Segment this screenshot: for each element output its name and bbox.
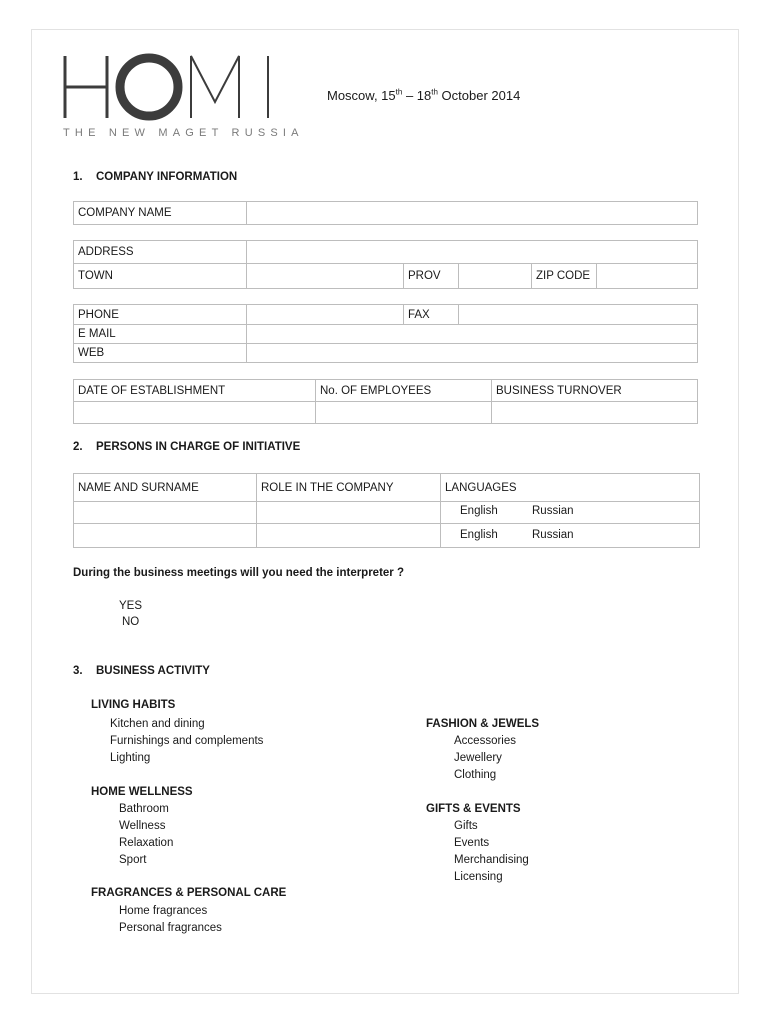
- label-web: WEB: [73, 343, 247, 363]
- logo-tagline: THE NEW MAGET RUSSIA: [63, 127, 304, 139]
- homi-logo: [63, 52, 273, 122]
- fashion-item[interactable]: Clothing: [454, 769, 497, 781]
- living-habits-item[interactable]: Furnishings and complements: [110, 735, 264, 747]
- label-email: E MAIL: [73, 324, 247, 344]
- label-company-name: COMPANY NAME: [73, 201, 247, 225]
- fashion-item[interactable]: Accessories: [454, 735, 516, 747]
- gifts-item[interactable]: Licensing: [454, 871, 503, 883]
- zip-code-field[interactable]: [596, 263, 698, 289]
- home-wellness-title: HOME WELLNESS: [91, 786, 193, 798]
- label-zip-code: ZIP CODE: [531, 263, 597, 289]
- web-field[interactable]: [246, 343, 698, 363]
- person-1-russian-option[interactable]: Russian: [532, 505, 574, 517]
- fragrances-title: FRAGRANCES & PERSONAL CARE: [91, 887, 287, 899]
- prov-field[interactable]: [458, 263, 532, 289]
- interpreter-yes-option[interactable]: YES: [119, 600, 143, 612]
- gifts-item[interactable]: Merchandising: [454, 854, 529, 866]
- label-address: ADDRESS: [73, 240, 247, 264]
- fashion-jewels-title: FASHION & JEWELS: [426, 718, 540, 730]
- phone-field[interactable]: [246, 304, 404, 325]
- header-role: ROLE IN THE COMPANY: [256, 473, 441, 502]
- person-1-name-field[interactable]: [73, 501, 257, 524]
- home-wellness-item[interactable]: Relaxation: [119, 837, 174, 849]
- home-wellness-item[interactable]: Bathroom: [119, 803, 169, 815]
- home-wellness-item[interactable]: Wellness: [119, 820, 166, 832]
- fax-field[interactable]: [458, 304, 698, 325]
- company-name-field[interactable]: [246, 201, 698, 225]
- living-habits-item[interactable]: Lighting: [110, 752, 151, 764]
- fragrances-item[interactable]: Personal fragrances: [119, 922, 222, 934]
- label-employees: No. OF EMPLOYEES: [315, 379, 492, 402]
- interpreter-no-option[interactable]: NO: [122, 616, 140, 628]
- label-business-turnover: BUSINESS TURNOVER: [491, 379, 698, 402]
- fashion-item[interactable]: Jewellery: [454, 752, 502, 764]
- living-habits-title: LIVING HABITS: [91, 699, 176, 711]
- label-date-establishment: DATE OF ESTABLISHMENT: [73, 379, 316, 402]
- person-1-english-option[interactable]: English: [460, 505, 498, 517]
- event-date: Moscow, 15th – 18th October 2014: [327, 87, 521, 103]
- label-fax: FAX: [403, 304, 459, 325]
- living-habits-item[interactable]: Kitchen and dining: [110, 718, 205, 730]
- gifts-item[interactable]: Gifts: [454, 820, 478, 832]
- section-business-title: 3. BUSINESS ACTIVITY: [73, 665, 210, 677]
- employees-field[interactable]: [315, 401, 492, 424]
- person-2-name-field[interactable]: [73, 523, 257, 548]
- person-2-english-option[interactable]: English: [460, 529, 498, 541]
- gifts-events-title: GIFTS & EVENTS: [426, 803, 521, 815]
- fragrances-item[interactable]: Home fragrances: [119, 905, 208, 917]
- section-persons-title: 2. PERSONS IN CHARGE OF INITIATIVE: [73, 441, 301, 453]
- town-field[interactable]: [246, 263, 404, 289]
- person-2-role-field[interactable]: [256, 523, 441, 548]
- label-prov: PROV: [403, 263, 459, 289]
- header-languages: LANGUAGES: [440, 473, 700, 502]
- date-establishment-field[interactable]: [73, 401, 316, 424]
- person-2-russian-option[interactable]: Russian: [532, 529, 574, 541]
- address-field[interactable]: [246, 240, 698, 264]
- person-1-role-field[interactable]: [256, 501, 441, 524]
- gifts-item[interactable]: Events: [454, 837, 490, 849]
- business-turnover-field[interactable]: [491, 401, 698, 424]
- section-company-title: 1. COMPANY INFORMATION: [73, 171, 238, 183]
- label-town: TOWN: [73, 263, 247, 289]
- email-field[interactable]: [246, 324, 698, 344]
- home-wellness-item[interactable]: Sport: [119, 854, 147, 866]
- label-phone: PHONE: [73, 304, 247, 325]
- header-name-surname: NAME AND SURNAME: [73, 473, 257, 502]
- interpreter-question: During the business meetings will you need the interpreter ?: [73, 567, 405, 579]
